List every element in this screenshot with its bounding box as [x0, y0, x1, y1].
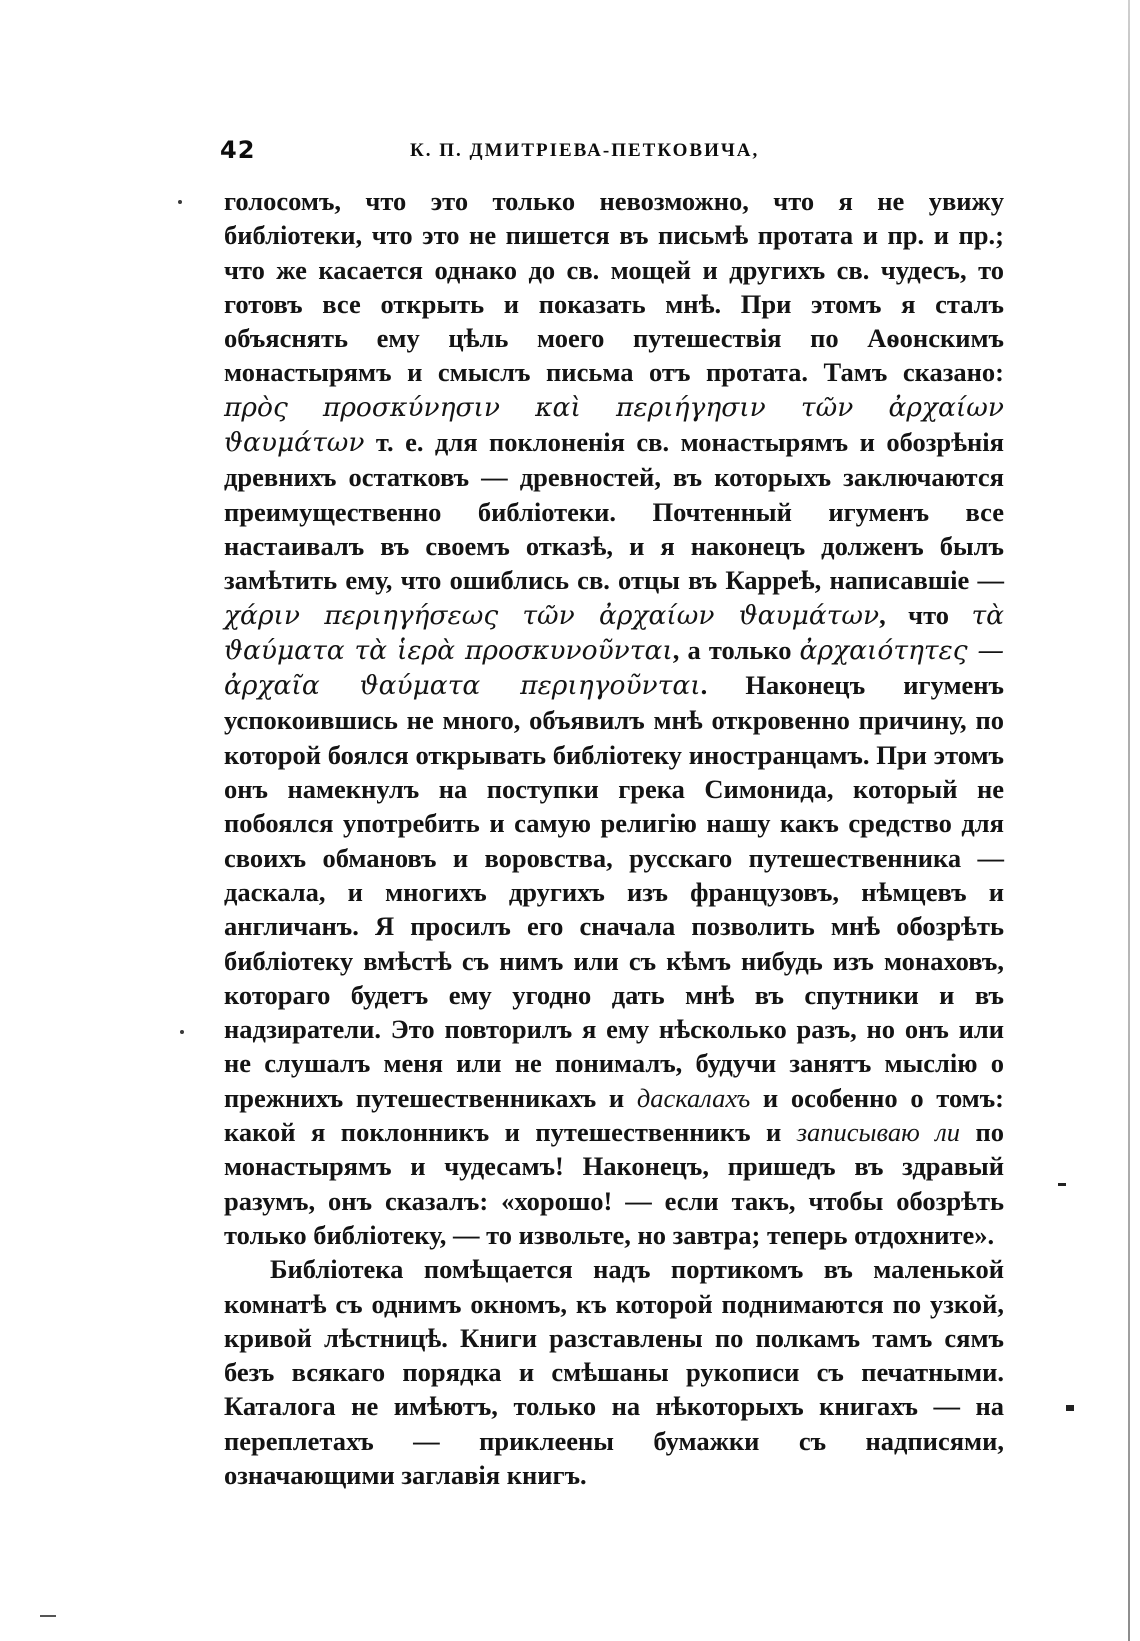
- speck-mark: [180, 1030, 184, 1034]
- text-run: , а только: [672, 634, 800, 665]
- text-run: , что: [879, 599, 972, 630]
- italic-word: записываю ли: [796, 1117, 961, 1148]
- greek-quote: πρὸς προσκύνησιν καὶ περιήγησιν τῶν ἀρχαίων ϑαυμάτων: [224, 391, 1004, 459]
- page-number: 42: [220, 136, 256, 164]
- text-run: т. е. для поклоненія св. монастырямъ и обозрѣнія древнихъ остатковъ — древностей, въ которыхъ заключаются преимущественно библіотеки. Почтенный игуменъ все настаивалъ въ своемъ отказѣ, и я наконецъ долженъ былъ замѣтить ему, что ошиблись св. отцы въ Карреѣ, написавшіе —: [224, 427, 1004, 596]
- body-text: [224, 184, 1004, 1492]
- text-run: и особенно о томъ: какой я поклонникъ и путешественникъ и: [224, 1082, 1005, 1148]
- paragraph-1: [224, 184, 1004, 1252]
- paragraph-2: Библіотека помѣщается надъ портикомъ въ маленькой комнатѣ съ однимъ окномъ, къ которой поднимаются по узкой, кривой лѣстницѣ. Книги разставлены по полкамъ тамъ сямъ безъ всякаго порядка и смѣшаны рукописи съ печатными. Каталога не имѣютъ, только на нѣкоторыхъ книгахъ — на переплетахъ — приклеены бумажки съ надписями, означающими заглавія книгъ.: [224, 1254, 1004, 1490]
- margin-tick: [1058, 1183, 1066, 1186]
- text-run: по монастырямъ и чудесамъ! Наконецъ, пришедъ въ здравый разумъ, онъ сказалъ: «хорошо! — если такъ, чтобы обозрѣть только библіотеку, — то извольте, но завтра; теперь отдохните».: [224, 1117, 1004, 1250]
- margin-tick: [1066, 1405, 1074, 1411]
- margin-tick: [40, 1615, 56, 1617]
- page-header: [220, 136, 1010, 170]
- italic-word: даскалахъ: [636, 1082, 751, 1113]
- scan-edge: [1128, 0, 1130, 1641]
- greek-quote: χάριν περιηγήσεως τῶν ἀρχαίων ϑαυμάτων: [224, 599, 880, 631]
- running-head: К. П. ДМИТРІЕВА-ПЕТКОВИЧА,: [410, 140, 760, 161]
- text-run: . Наконецъ игуменъ успокоившись не много, объявилъ мнѣ откровенно причину, по которой боялся открывать библіотеку иностранцамъ. При этомъ онъ намекнулъ на поступки грека Симонида, который не побоялся употребить и самую религію нашу какъ средство для своихъ обмановъ и воровства, русскаго путешественника — даскала, и многихъ другихъ изъ французовъ, нѣмцевъ и англичанъ. Я просилъ его сначала позволить мнѣ обозрѣть библіотеку вмѣстѣ съ нимъ или съ кѣмъ нибудь изъ монаховъ, котораго будетъ ему угодно дать мнѣ въ спутники и въ надзиратели. Это повторилъ я ему нѣсколько разъ, но онъ или не слушалъ меня или не понималъ, будучи занятъ мыслію о прежнихъ путешественникахъ и: [224, 670, 1005, 1113]
- speck-mark: [178, 200, 182, 204]
- greek-quote: ἀρχαιότητες — ἀρχαῖα ϑαύματα περιηγοῦνται: [224, 634, 1004, 702]
- text-run: голосомъ, что это только невозможно, что я не увижу библіотеки, что это не пишется въ письмѣ протата и пр. и пр.; что же касается однако до св. мощей и другихъ св. чудесъ, то готовъ все открыть и показать мнѣ. При этомъ я сталъ объяснять ему цѣль моего путешествія по Аѳонскимъ монастырямъ и смыслъ письма отъ протата. Тамъ сказано:: [224, 186, 1004, 388]
- greek-quote: τὰ ϑαύματα τὰ ἱερὰ προσκυνοῦνται: [224, 599, 1004, 666]
